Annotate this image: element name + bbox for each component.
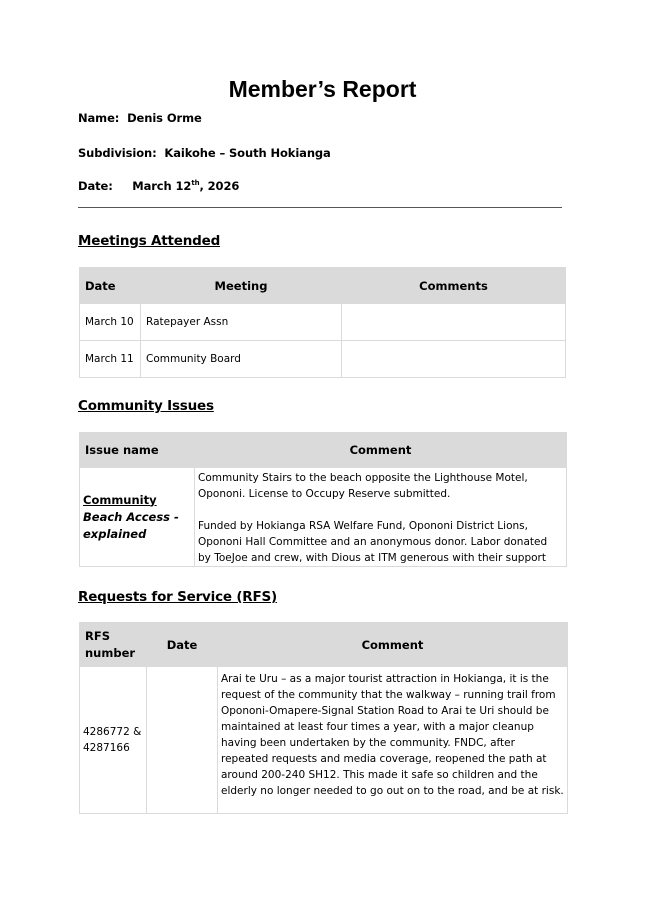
subdivision-value: Kaikohe – South Hokianga — [164, 146, 331, 160]
date-value — [132, 179, 239, 193]
meetings-table — [79, 267, 566, 378]
table-header-row — [80, 268, 566, 304]
meetings-heading: Meetings Attended — [78, 233, 221, 249]
col-comment: Comment — [218, 623, 568, 667]
name-value: Denis Orme — [127, 111, 202, 125]
name-label: Name: — [78, 111, 120, 125]
issue-name — [80, 468, 195, 567]
rfs-number: 4286772 & 4287166 — [80, 667, 147, 814]
meeting-name: Ratepayer Assn — [141, 304, 342, 341]
page-title: Member’s Report — [228, 76, 417, 102]
table-row — [80, 667, 568, 814]
meeting-name: Community Board — [141, 341, 342, 378]
col-comments: Comments — [342, 268, 566, 304]
table-header-row — [80, 623, 568, 667]
rfs-table — [79, 622, 568, 814]
meeting-comments — [342, 304, 566, 341]
col-comment: Comment — [195, 433, 567, 468]
meeting-comments — [342, 341, 566, 378]
rfs-heading: Requests for Service (RFS) — [78, 589, 278, 605]
date-value-sup: th — [191, 179, 200, 188]
subdivision-label: Subdivision: — [78, 146, 157, 160]
issue-name-part2: Beach Access -explained — [83, 509, 179, 541]
date-value-tail: , 2026 — [199, 179, 240, 193]
rfs-comment: Arai te Uru – as a major tourist attraction in Hokianga, it is the request of the community that the walkway – running trail from Opononi-Omapere-Signal Station Road to Arai te Uri should be maintained at least four times a year, with a major cleanup having been undertaken by the community. FNDC, after repeated requests and media coverage, reopened the path at around 200-240 SH12. This made it safe so children and the elderly no longer needed to go out on to the road, and be at risk. — [218, 667, 568, 814]
col-rfs-number: RFS number — [80, 623, 147, 667]
date-value-main: March 12 — [132, 179, 192, 193]
table-row — [80, 304, 566, 341]
issue-comment-p2: Funded by Hokianga RSA Welfare Fund, Opononi District Lions, Opononi Hall Committee and an anonymous donor. Labor donated by ToeJoe and crew, with Dious at ITM generous with their support — [198, 520, 548, 564]
col-issue-name: Issue name — [80, 433, 195, 468]
meeting-date: March 10 — [80, 304, 141, 341]
col-date: Date — [80, 268, 141, 304]
meeting-date: March 11 — [80, 341, 141, 378]
table-header-row — [80, 433, 567, 468]
issues-table — [79, 432, 567, 567]
name-field — [78, 111, 202, 125]
issue-comment-p1: Community Stairs to the beach opposite the Lighthouse Motel, Opononi. License to Occupy Reserve submitted. — [198, 472, 528, 500]
issue-comment — [195, 468, 567, 567]
subdivision-field — [78, 146, 331, 160]
issue-name-part1: Community — [83, 492, 157, 507]
col-meeting: Meeting — [141, 268, 342, 304]
table-row — [80, 341, 566, 378]
rfs-date — [147, 667, 218, 814]
date-field — [78, 179, 239, 193]
divider-line — [78, 207, 562, 208]
table-row — [80, 468, 567, 567]
col-date: Date — [147, 623, 218, 667]
date-label: Date: — [78, 179, 113, 193]
issues-heading: Community Issues — [78, 398, 214, 414]
